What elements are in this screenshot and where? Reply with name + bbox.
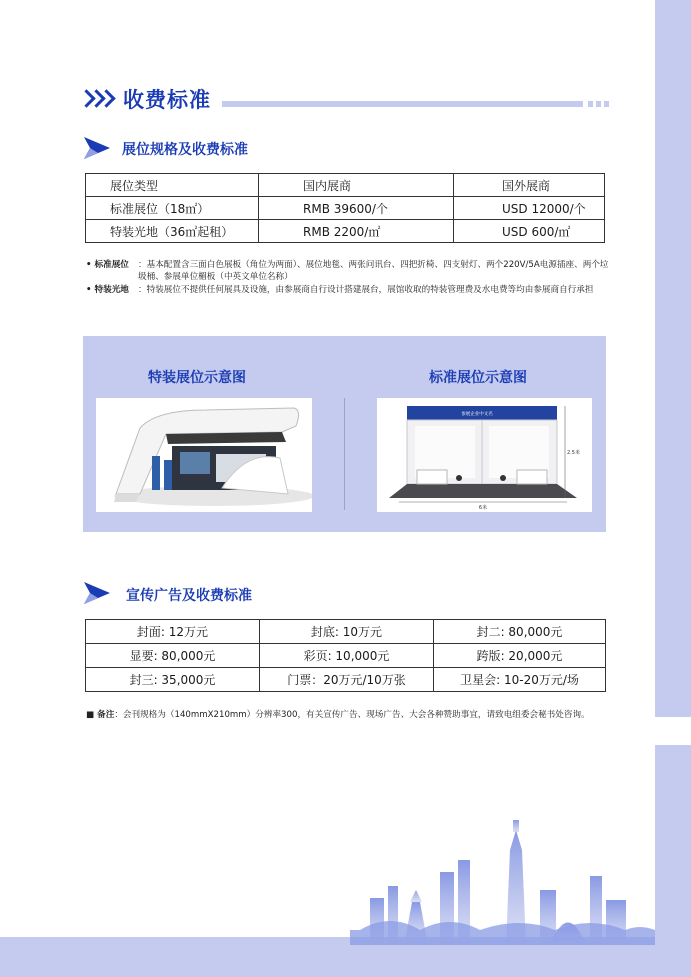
title-dots <box>588 101 610 107</box>
title-underline <box>222 101 583 107</box>
header-cell: 国内展商 <box>259 174 454 197</box>
table-cell: 显要: 80,000元 <box>86 644 260 668</box>
side-decor-bar <box>655 0 691 717</box>
special-booth-image <box>96 398 312 512</box>
table-cell: RMB 39600/个 <box>259 197 454 220</box>
table-row <box>86 197 605 220</box>
ad-fee-table <box>85 619 606 692</box>
table-cell: 跨版: 20,000元 <box>434 644 606 668</box>
booth-fee-table <box>85 173 605 243</box>
table-cell: 特装光地（36㎡起租） <box>86 220 259 243</box>
section-arrow-icon <box>84 582 110 604</box>
table-cell: 封底: 10万元 <box>260 620 434 644</box>
remark-label: ■ 备注 <box>86 710 115 720</box>
section-arrow-icon <box>84 137 110 159</box>
table-row <box>86 668 606 692</box>
remark-text: ：会刊规格为（140mmX210mm）分辨率300，有关宣传广告、现场广告、大会各种赞助事宜，请致电组委会秘书处咨询。 <box>114 710 590 720</box>
note-text: ：基本配置含三面白色展板（角位为两面）、展位地毯、两张问讯台、四把折椅、四支射灯、两个220V/5A电源插座、两个垃圾桶、参展单位楣板（中英文单位名称） <box>138 260 609 282</box>
ad-section-title: 宣传广告及收费标准 <box>126 588 252 604</box>
table-cell: 卫星会: 10-20万元/场 <box>434 668 606 692</box>
diagram-divider <box>344 398 345 510</box>
booth-section-title: 展位规格及收费标准 <box>122 142 248 158</box>
table-row <box>86 620 606 644</box>
header-cell: 展位类型 <box>86 174 259 197</box>
fascia-label: 参展企业中文名 <box>461 412 493 417</box>
header-cell: 国外展商 <box>454 174 605 197</box>
table-cell: 封三: 35,000元 <box>86 668 260 692</box>
width-dimension-label: 6米 <box>478 505 488 511</box>
booth-notes <box>86 259 616 297</box>
table-header-row <box>86 174 605 197</box>
standard-booth-image <box>377 398 592 512</box>
table-cell: 彩页: 10,000元 <box>260 644 434 668</box>
table-row <box>86 220 605 243</box>
table-cell: 封面: 12万元 <box>86 620 260 644</box>
note-special-booth <box>86 284 616 296</box>
special-booth-diagram-title: 特装展位示意图 <box>148 370 246 386</box>
height-dimension-label: 2.5米 <box>567 450 580 456</box>
table-cell: 封二: 80,000元 <box>434 620 606 644</box>
note-label: • 特装光地 <box>86 285 129 295</box>
table-cell: RMB 2200/㎡ <box>259 220 454 243</box>
note-text: ：特装展位不提供任何展具及设施，由参展商自行设计搭建展台，展馆收取的特装管理费及水电费等均由参展商自行承担 <box>138 285 594 295</box>
table-cell: 门票：20万元/10万张 <box>260 668 434 692</box>
table-cell: 标准展位（18㎡） <box>86 197 259 220</box>
note-label: • 标准展位 <box>86 260 129 270</box>
table-cell: USD 12000/个 <box>454 197 605 220</box>
table-cell: USD 600/㎡ <box>454 220 605 243</box>
page-title: 收费标准 <box>123 88 211 112</box>
remark-note <box>86 709 616 721</box>
table-row <box>86 644 606 668</box>
note-standard-booth <box>86 259 616 283</box>
standard-booth-diagram-title: 标准展位示意图 <box>429 370 527 386</box>
city-skyline-illustration <box>350 820 655 945</box>
